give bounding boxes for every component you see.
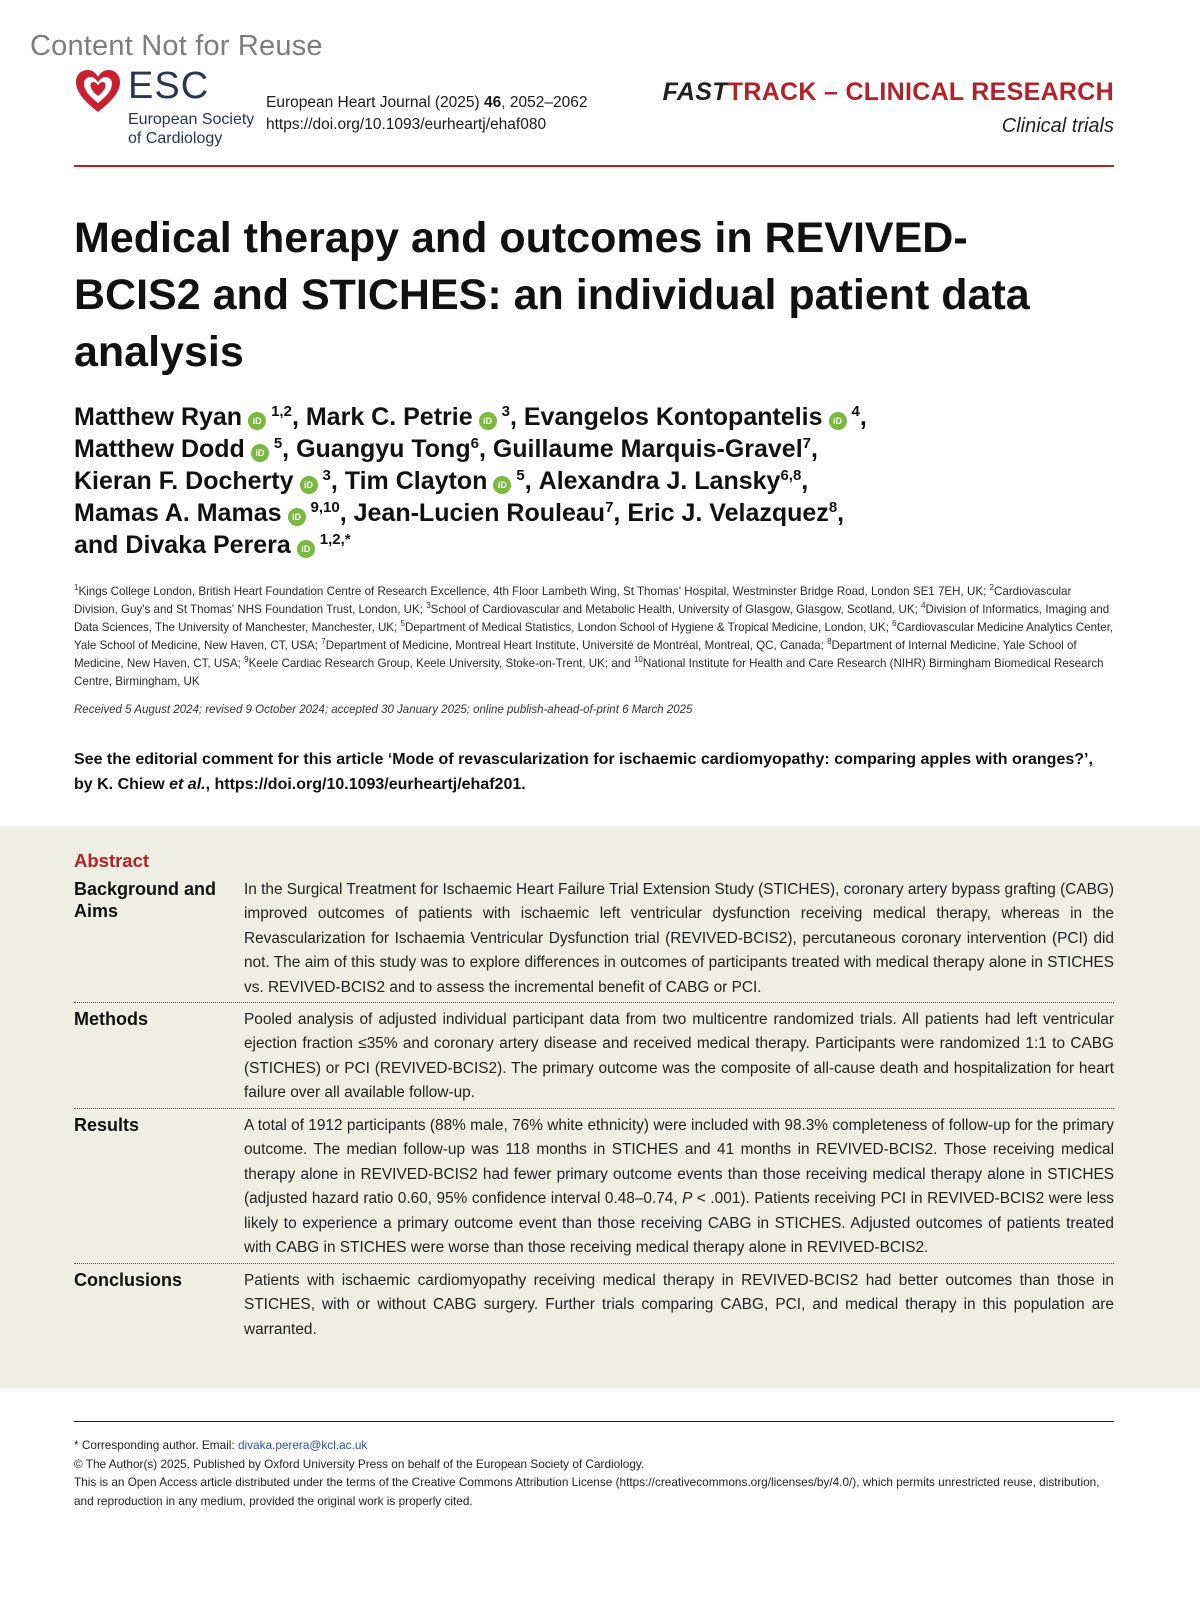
affiliations: [74, 583, 1114, 691]
author-separator: ,: [837, 499, 845, 527]
author-name: Jean-Lucien Rouleau: [353, 499, 606, 527]
orcid-icon[interactable]: iD: [829, 412, 847, 430]
orcid-icon[interactable]: iD: [251, 444, 269, 462]
esc-organization-name: [128, 110, 278, 148]
corresponding-author: [74, 1436, 1114, 1455]
article-dates: Received 5 August 2024; revised 9 October 2024; accepted 30 January 2025; online publish-ahead-of-print 6 March 2025: [74, 704, 693, 716]
esc-logo: [74, 65, 264, 148]
abstract-conclusions-text: Patients with ischaemic cardiomyopathy receiving medical therapy in REVIVED-BCIS2 had better outcomes than those in STICHES, with or without CABG surgery. Further trials comparing CABG, PCI, and medical therapy in this population are warranted.: [244, 1272, 1114, 1338]
author-name: and Divaka Perera: [74, 531, 291, 559]
author: [74, 531, 351, 559]
esc-heart-logo-icon: [74, 68, 122, 114]
article-doi-link[interactable]: https://doi.org/10.1093/eurheartj/ehaf080: [266, 116, 547, 133]
affiliation-text: Division of Informatics, Imaging and Data Sciences, The University of Manchester, Manchester, UK;: [74, 603, 1110, 634]
author: [524, 403, 867, 431]
watermark: Content Not for Reuse: [30, 30, 323, 62]
author-separator: ,: [524, 467, 539, 495]
author-affiliation-marker: 4: [851, 403, 860, 420]
author-separator: ,: [282, 435, 297, 463]
author: [74, 467, 345, 495]
results-p-symbol: P: [682, 1190, 693, 1208]
esc-logo-text: ESC: [128, 65, 210, 107]
author-affiliation-marker: 3: [501, 403, 510, 420]
editorial-note: [74, 747, 1114, 797]
affiliation-text: School of Cardiovascular and Metabolic Health, University of Glasgow, Glasgow, Scotland, UK;: [430, 603, 918, 616]
results-text-part-a: A total of 1912 participants (88% male, 76% white ethnicity) were included with 98.3% completeness of follow-up for the primary outcome. The median follow-up was 118 months in STICHES and 41 months in REVIVED-BCIS2. Those receiving medical therapy alone in REVIVED-BCIS2 had fewer primary outcome events than those receiving medical therapy alone in STICHES (adjusted hazard ratio 0.60, 95% confidence interval 0.48–0.74,: [244, 1117, 1114, 1208]
abstract-methods-label: Methods: [74, 1009, 148, 1029]
section-title: [663, 78, 1114, 107]
corresponding-label: * Corresponding author. Email:: [74, 1438, 238, 1452]
author-name: Matthew Ryan: [74, 403, 243, 431]
author-name: Eric J. Velazquez: [627, 499, 829, 527]
journal-line: [266, 92, 587, 114]
footnotes: [74, 1436, 1114, 1510]
copyright-notice: © The Author(s) 2025. Published by Oxford University Press on behalf of the European Society of Cardiology.: [74, 1456, 645, 1471]
author-separator: ,: [859, 403, 867, 431]
orcid-icon[interactable]: iD: [248, 412, 266, 430]
author-separator: ,: [291, 403, 306, 431]
article-section: [663, 78, 1114, 138]
affiliation-text: Cardiovascular Division, Guy's and St Thomas' NHS Foundation Trust, London, UK;: [74, 585, 1072, 616]
author: [74, 403, 306, 431]
author-name: Matthew Dodd: [74, 435, 245, 463]
affiliation-text: Keele Cardiac Research Group, Keele University, Stoke-on-Trent, UK; and: [248, 657, 631, 670]
journal-citation: [266, 92, 587, 136]
editorial-link[interactable]: , https://doi.org/10.1093/eurheartj/ehaf201.: [205, 776, 526, 793]
author-affiliation-marker: 8: [828, 499, 838, 516]
author-affiliation-marker: 1,2,*: [319, 531, 351, 548]
author-separator: ,: [339, 499, 354, 527]
author-name: Alexandra J. Lansky: [538, 467, 781, 495]
abstract-divider: [74, 1263, 1114, 1264]
affiliation-number: 2: [989, 583, 994, 592]
abstract-conclusions-label: Conclusions: [74, 1270, 183, 1290]
affiliation-number: 5: [400, 619, 405, 628]
author-name: Evangelos Kontopantelis: [523, 403, 823, 431]
results-text-part-b: < .001). Patients receiving PCI in REVIVED-BCIS2 were less likely to experience a primary outcome event than those receiving CABG in STICHES. Adjusted outcomes of patients treated with CABG in STICHES were worse than those receiving medical therapy alone in REVIVED-BCIS2.: [244, 1190, 1114, 1257]
page-header: [74, 65, 1114, 168]
abstract-background-label: Background and Aims: [74, 879, 217, 921]
affiliation-number: 10: [633, 655, 643, 664]
author-name: Tim Clayton: [344, 467, 488, 495]
author-affiliation-marker: 7: [802, 435, 812, 452]
author-separator: ,: [811, 435, 818, 463]
abstract-divider: [74, 1002, 1114, 1003]
affiliation-number: 4: [921, 601, 926, 610]
author-name: Kieran F. Docherty: [74, 467, 294, 495]
author: [74, 499, 354, 527]
author-affiliation-marker: 5: [273, 435, 283, 452]
author-list: [74, 401, 1114, 561]
affiliation-text: Department of Medicine, Montreal Heart Institute, Université de Montréal, Montreal, QC, Canada;: [325, 639, 824, 652]
abstract-divider: [74, 1108, 1114, 1109]
article-title: Medical therapy and outcomes in REVIVED-BCIS2 and STICHES: an individual patient data analysis: [74, 214, 1030, 376]
editorial-text: See the editorial comment for this article ‘Mode of revascularization for ischaemic cardiomyopathy: comparing apples with oranges?’, by K. Chiew: [74, 751, 1093, 793]
affiliation-text: Department of Medical Statistics, London School of Hygiene & Tropical Medicine, London, UK;: [404, 621, 889, 634]
journal-name: European Heart Journal (2025): [266, 94, 480, 111]
org-line-1: European Society: [128, 111, 255, 128]
author-separator: ,: [509, 403, 524, 431]
author-name: Mamas A. Mamas: [74, 499, 282, 527]
license-notice: This is an Open Access article distributed under the terms of the Creative Commons Attribution License (https://creativecommons.org/licenses/by/4.0/), which permits unrestricted reuse, distribution, and reproduction in any medium, provided the original work is properly cited.: [74, 1475, 1100, 1508]
corresponding-email-link[interactable]: divaka.perera@kcl.ac.uk: [237, 1438, 368, 1452]
affiliation-number: 7: [321, 637, 326, 646]
affiliation-number: 6: [892, 619, 897, 628]
author-affiliation-marker: 6,8: [780, 467, 802, 484]
journal-pages: , 2052–2062: [501, 94, 588, 111]
abstract-results-text: [244, 1114, 1114, 1260]
author-separator: ,: [613, 499, 628, 527]
author-affiliation-marker: 5: [516, 467, 525, 484]
abstract-panel: [0, 826, 1200, 1388]
author: [539, 467, 809, 495]
orcid-icon[interactable]: iD: [297, 540, 315, 558]
author-separator: ,: [478, 435, 493, 463]
affiliation-text: Department of Internal Medicine, Yale School of Medicine, New Haven, CT, USA;: [74, 639, 1077, 670]
affiliation-number: 8: [827, 637, 832, 646]
author: [345, 467, 539, 495]
affiliation-number: 9: [244, 655, 249, 664]
author-affiliation-marker: 7: [605, 499, 614, 516]
orcid-icon[interactable]: iD: [479, 412, 497, 430]
section-subtitle: Clinical trials: [1001, 115, 1114, 137]
orcid-icon[interactable]: iD: [288, 508, 306, 526]
author: [296, 435, 493, 463]
affiliation-number: 1: [74, 583, 79, 592]
author-separator: ,: [801, 467, 809, 495]
author: [306, 403, 524, 431]
author: [74, 435, 296, 463]
author-separator: ,: [330, 467, 345, 495]
abstract-methods-text: Pooled analysis of adjusted individual participant data from two multicentre randomized trials. All patients had left ventricular ejection fraction ≤35% and coronary artery disease and received medical therapy. Participants were randomized 1:1 to CABG (STICHES) or PCI (REVIVED-BCIS2). The primary outcome was the composite of all-cause death and hospitalization for heart failure over all available follow-up.: [244, 1011, 1114, 1102]
footer-divider: [74, 1421, 1114, 1422]
author-name: Guillaume Marquis-Gravel: [492, 435, 803, 463]
author-affiliation-marker: 6: [470, 435, 479, 452]
editorial-etal: et al.: [169, 776, 206, 793]
author: [627, 499, 844, 527]
author: [493, 435, 818, 463]
section-title-fast: FAST: [662, 78, 728, 106]
orcid-icon[interactable]: iD: [300, 476, 318, 494]
orcid-icon[interactable]: iD: [493, 476, 511, 494]
author-affiliation-marker: 1,2: [271, 403, 292, 420]
affiliation-text: Kings College London, British Heart Foundation Centre of Research Excellence, 4th Floor Lambeth Wing, St Thomas' Hospital, Westminster Bridge Road, London SE1 7EH, UK;: [78, 585, 987, 598]
affiliation-number: 3: [426, 601, 431, 610]
affiliation-text: Cardiovascular Medicine Analytics Center, Yale School of Medicine, New Haven, CT, USA;: [74, 621, 1114, 652]
org-line-2: of Cardiology: [128, 130, 223, 147]
abstract-background-text: In the Surgical Treatment for Ischaemic Heart Failure Trial Extension Study (STICHES), coronary artery bypass grafting (CABG) improved outcomes of patients with ischaemic left ventricular dysfunction receiving medical therapy, whereas in the Revascularization for Ischaemia Ventricular Dysfunction trial (REVIVED-BCIS2), percutaneous coronary intervention (PCI) did not. The aim of this study was to explore differences in outcomes of participants treated with medical therapy alone in STICHES vs. REVIVED-BCIS2 and to assess the incremental benefit of CABG or PCI.: [244, 881, 1114, 996]
abstract-results-label: Results: [74, 1115, 140, 1135]
journal-volume: 46: [484, 94, 502, 111]
author-affiliation-marker: 3: [322, 467, 331, 484]
affiliation-text: National Institute for Health and Care Research (NIHR) Birmingham Biomedical Research Centre, Birmingham, UK: [74, 657, 1104, 688]
section-title-rest: TRACK – CLINICAL RESEARCH: [727, 78, 1114, 106]
abstract-heading: Abstract: [74, 850, 150, 871]
author-name: Mark C. Petrie: [305, 403, 473, 431]
header-divider: [74, 165, 1114, 167]
author: [354, 499, 628, 527]
author-affiliation-marker: 9,10: [310, 499, 340, 516]
author-name: Guangyu Tong: [296, 435, 471, 463]
